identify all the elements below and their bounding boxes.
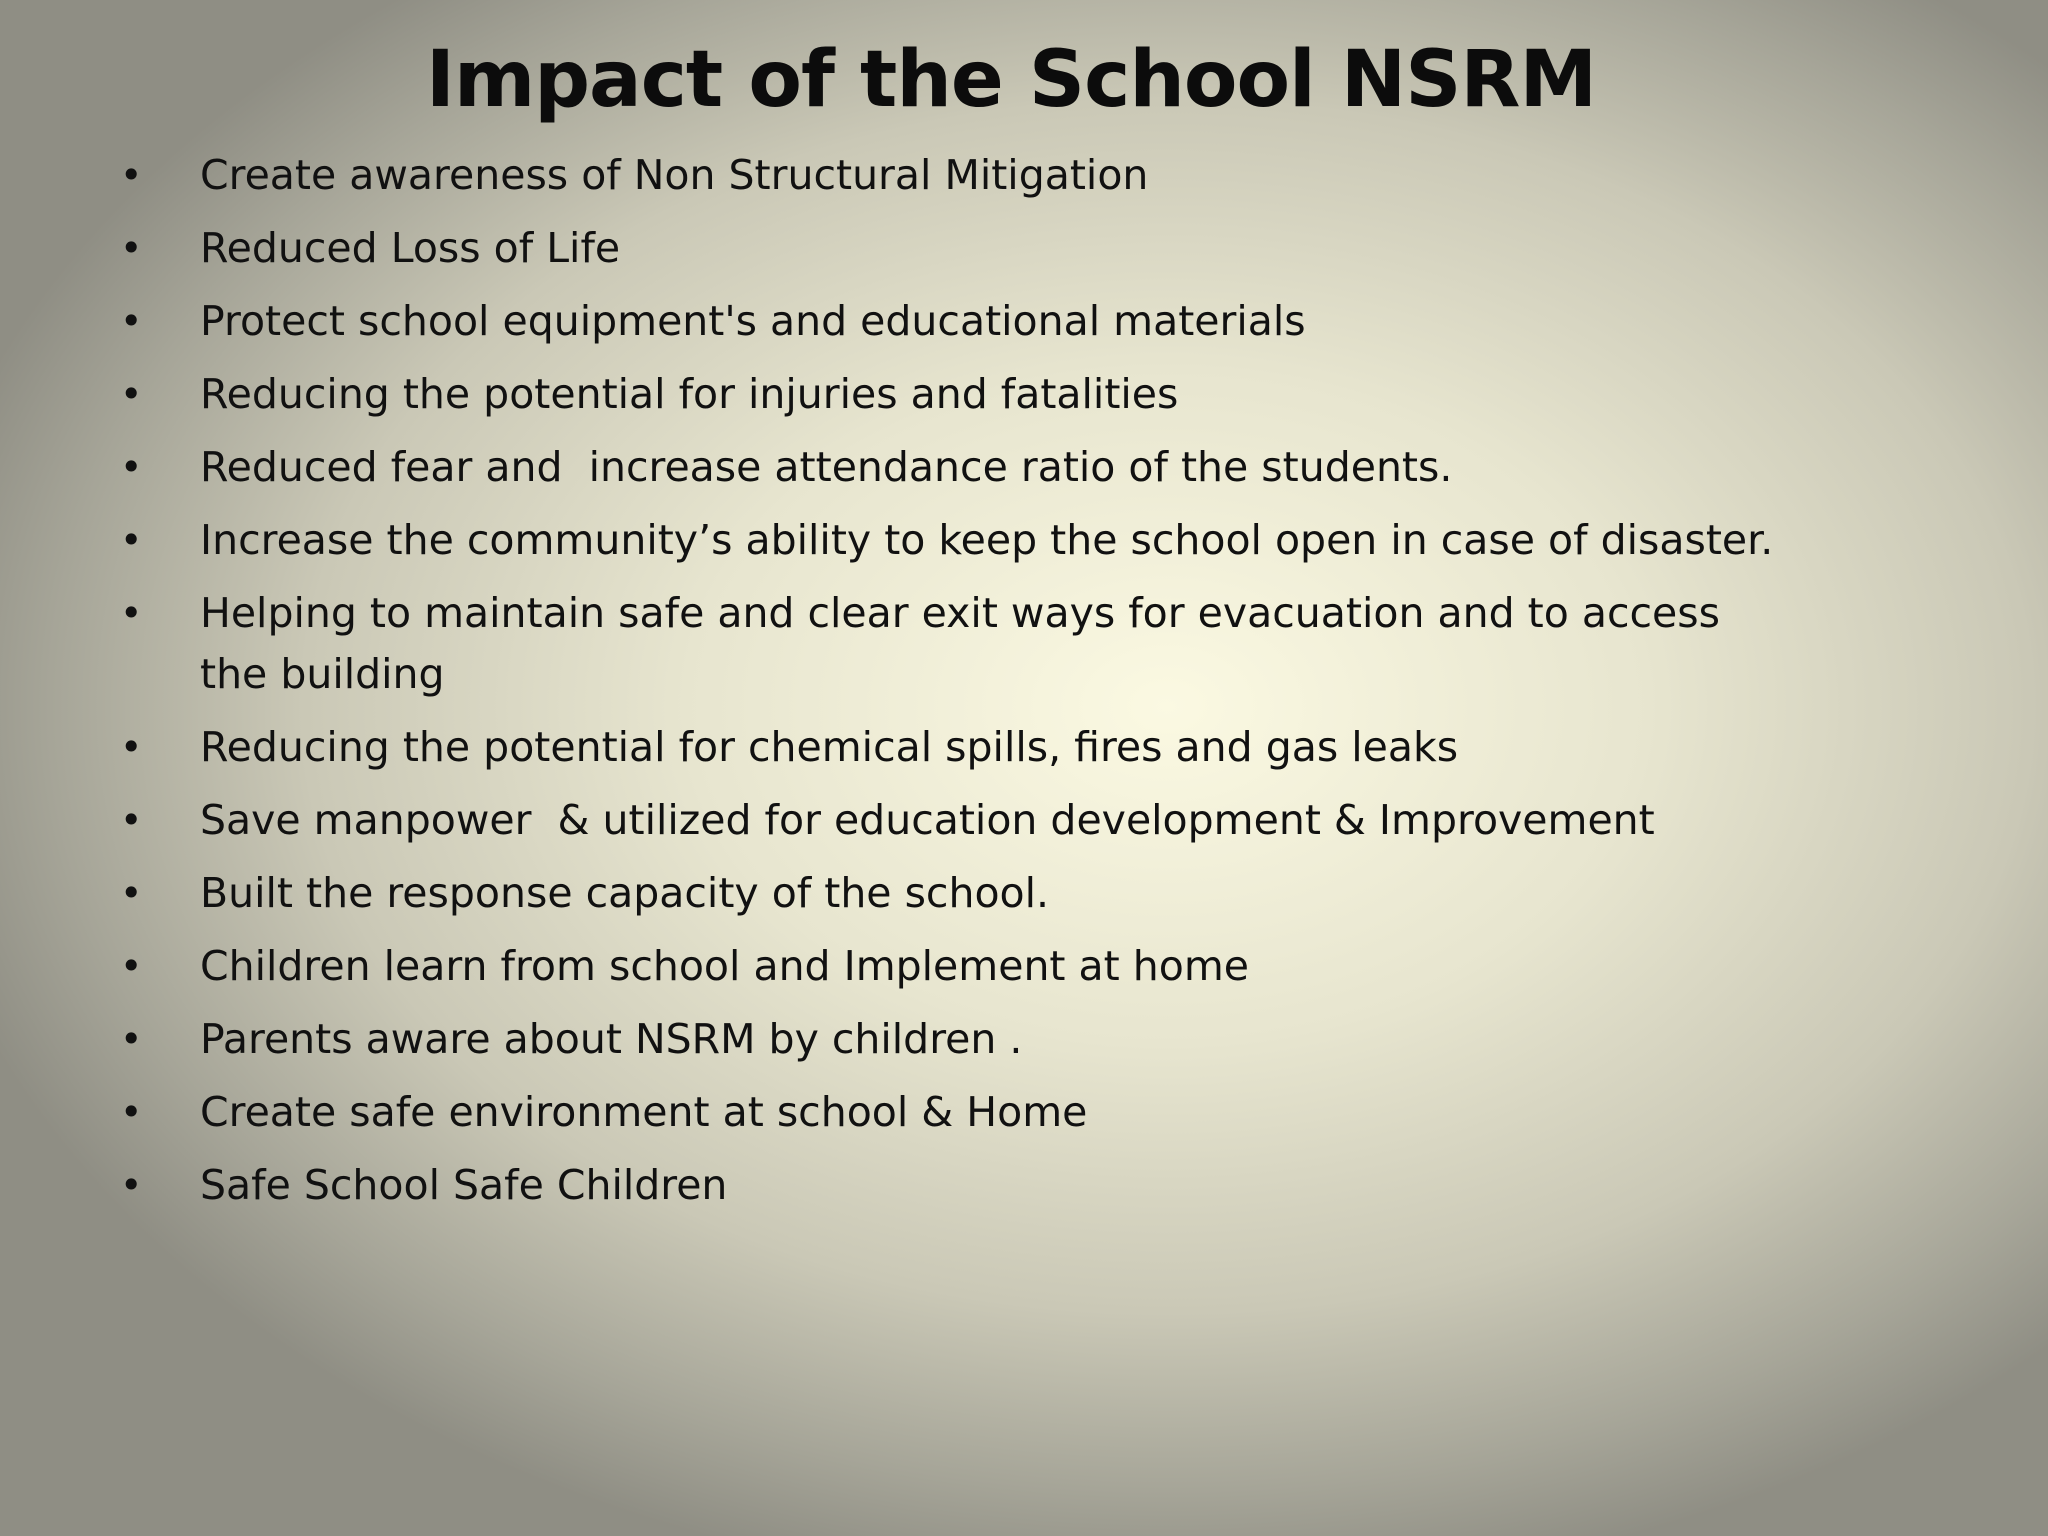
bullet-item (120, 1155, 1800, 1216)
bullet-point-icon: • (120, 1017, 143, 1061)
bullet-point-icon: • (120, 226, 143, 270)
bullet-text: Create awareness of Non Structural Mitigation (200, 151, 1149, 199)
bullet-list (120, 145, 1800, 1228)
bullet-point-icon: • (120, 518, 143, 562)
bullet-text: Save manpower & utilized for education development & Improvement (200, 796, 1655, 844)
bullet-text: Increase the community’s ability to keep the school open in case of disaster. (200, 516, 1774, 564)
bullet-point-icon: • (120, 372, 143, 416)
bullet-item (120, 437, 1800, 498)
bullet-item (120, 364, 1800, 425)
bullet-item (120, 291, 1800, 352)
slide-title: Impact of the School NSRM (425, 35, 1597, 125)
bullet-text: Reduced fear and increase attendance ratio of the students. (200, 443, 1453, 491)
bullet-point-icon: • (120, 591, 143, 635)
bullet-point-icon: • (120, 798, 143, 842)
bullet-text: Reduced Loss of Life (200, 224, 621, 272)
bullet-item (120, 790, 1800, 851)
bullet-text: Helping to maintain safe and clear exit ways for evacuation and to access the building (200, 589, 1734, 698)
bullet-text: Parents aware about NSRM by children . (200, 1015, 1023, 1063)
bullet-point-icon: • (120, 1090, 143, 1134)
bullet-item (120, 1009, 1800, 1070)
bullet-text: Create safe environment at school & Home (200, 1088, 1088, 1136)
bullet-item (120, 218, 1800, 279)
bullet-text: Reducing the potential for chemical spills, fires and gas leaks (200, 723, 1459, 771)
bullet-point-icon: • (120, 153, 143, 197)
bullet-item (120, 717, 1800, 778)
bullet-text: Children learn from school and Implement at home (200, 942, 1250, 990)
bullet-text: Safe School Safe Children (200, 1161, 728, 1209)
bullet-point-icon: • (120, 299, 143, 343)
bullet-item (120, 510, 1800, 571)
bullet-point-icon: • (120, 445, 143, 489)
bullet-text: Protect school equipment's and educational materials (200, 297, 1306, 345)
bullet-point-icon: • (120, 1163, 143, 1207)
bullet-item (120, 863, 1800, 924)
bullet-item (120, 145, 1800, 206)
bullet-item (120, 1082, 1800, 1143)
bullet-text: Reducing the potential for injuries and fatalities (200, 370, 1179, 418)
bullet-point-icon: • (120, 944, 143, 988)
bullet-text: Built the response capacity of the school. (200, 869, 1050, 917)
bullet-point-icon: • (120, 871, 143, 915)
bullet-point-icon: • (120, 725, 143, 769)
bullet-item (120, 936, 1800, 997)
bullet-item (120, 583, 1800, 705)
